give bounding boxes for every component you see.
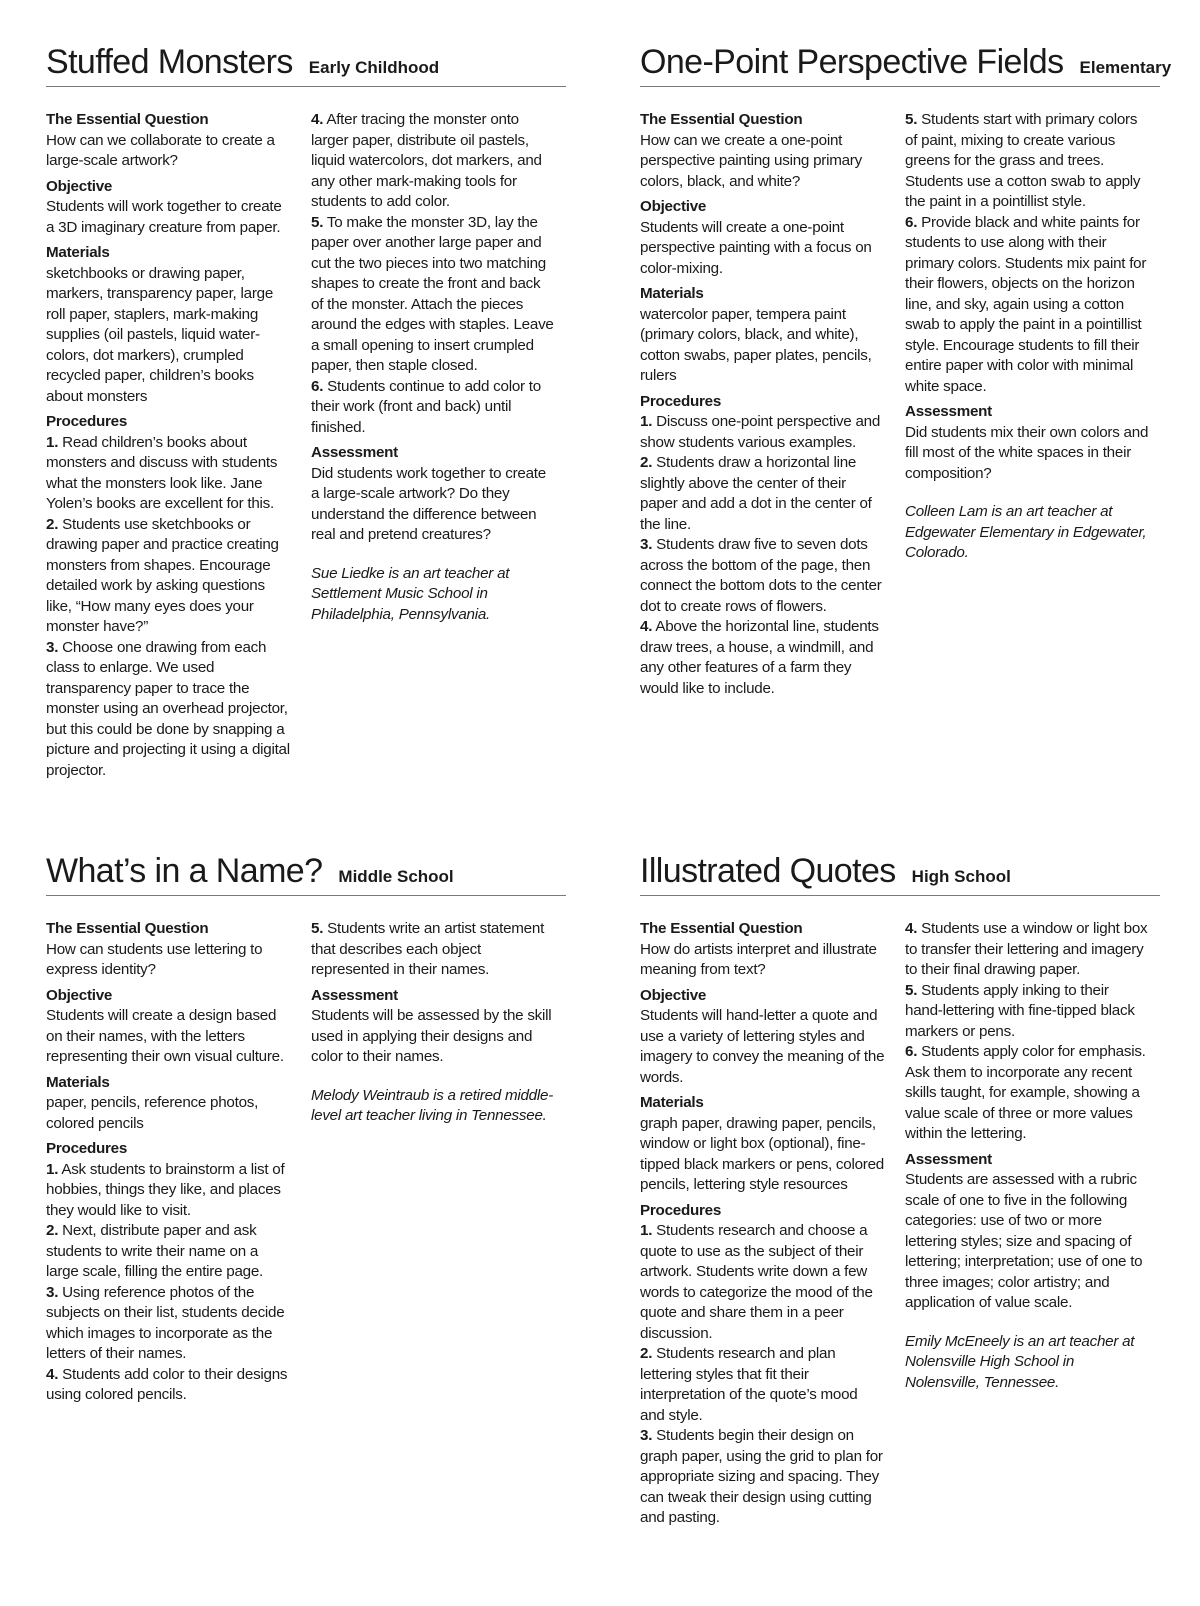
procedure-step: [640, 1221, 885, 1344]
step-number: 1.: [640, 1222, 653, 1239]
step-number: 6.: [311, 377, 324, 395]
step-text: After tracing the monster onto larger paper, distribute oil pastels, liquid watercolors, dot markers, and any other mark-making tools for students to add color.: [311, 111, 542, 210]
materials-heading: Materials: [46, 244, 110, 261]
step-text: Students use sketchbooks or drawing paper and practice creating monsters from shapes. Encourage detailed work by asking questions like, “How many eyes does your monster have?”: [46, 515, 279, 635]
assessment-heading: Assessment: [311, 444, 398, 461]
step-number: 2.: [640, 454, 653, 471]
step-text: Ask students to brainstorm a list of hobbies, things they like, and places they would like to visit.: [46, 1160, 285, 1219]
step-text: Students start with primary colors of paint, mixing to create various greens for the grass and trees. Students use a cotton swab to apply the paint in a pointillist style.: [905, 111, 1141, 210]
step-number: 4.: [905, 920, 918, 937]
step-number: 4.: [640, 618, 653, 635]
procedures-heading: Procedures: [640, 1201, 722, 1219]
step-text: Students apply inking to their hand-lettering with fine-tipped black markers or pens.: [905, 981, 1135, 1040]
step-text: Discuss one-point perspective and show students various examples.: [640, 413, 881, 451]
essential-question-heading: The Essential Question: [640, 920, 803, 937]
step-number: 5.: [905, 981, 918, 999]
step-number: 5.: [311, 920, 324, 937]
step-text: Students draw five to seven dots across the bottom of the page, then connect the bottom dots to the center dot to create rows of flowers.: [640, 536, 882, 615]
author-bio: Sue Liedke is an art teacher at Settlement Music School in Philadelphia, Pennsylvania.: [311, 564, 510, 623]
procedure-step: [46, 638, 291, 782]
materials: sketchbooks or drawing paper, markers, transparency paper, large roll paper, staplers, mark-making supplies (oil pastels, liquid water-colors, dot markers), crumpled recycled paper, children’s books about monsters: [46, 264, 274, 405]
column-right: [311, 919, 556, 1406]
step-number: 2.: [46, 1222, 59, 1239]
lesson-whats-in-a-name: [46, 854, 566, 1406]
procedure-step: [640, 412, 885, 453]
lesson-stuffed-monsters: [46, 45, 566, 781]
step-text: Students begin their design on graph paper, using the grid to plan for appropriate sizing and spacing. They can tweak their design using cutting and pasting.: [640, 1427, 883, 1526]
assessment: Students are assessed with a rubric scale of one to five in the following categories: use of two or more lettering styles; size and spacing of lettering; interpretation; use of one to three images; color artistry; and application of value scale.: [905, 1171, 1143, 1311]
column-left: [46, 110, 291, 781]
procedure-step: [46, 1160, 291, 1222]
assessment: Did students work together to create a large-scale artwork? Do they understand the difference between real and pretend creatures?: [311, 464, 546, 543]
essential-question-heading: The Essential Question: [46, 920, 209, 937]
lesson-title: What’s in a Name?: [46, 852, 323, 890]
step-text: Students research and choose a quote to use as the subject of their artwork. Students write down a few words to categorize the mood of the quote and share them in a peer discussion.: [640, 1222, 873, 1342]
procedure-step: [640, 617, 885, 699]
step-number: 1.: [46, 433, 59, 451]
step-text: Next, distribute paper and ask students to write their name on a large scale, filling the entire page.: [46, 1222, 264, 1280]
lesson-header: [640, 43, 1172, 87]
materials-heading: Materials: [640, 1094, 704, 1111]
essential-question: How can we create a one-point perspective painting using primary colors, black, and white?: [640, 131, 862, 190]
step-number: 4.: [311, 111, 324, 128]
grade-level: Middle School: [338, 867, 454, 886]
step-number: 6.: [905, 1043, 918, 1060]
lesson-one-point-perspective: [640, 43, 1172, 699]
assessment-heading: Assessment: [905, 1150, 992, 1168]
procedure-step: [640, 1344, 885, 1426]
procedures-heading: Procedures: [46, 413, 128, 430]
step-text: Students research and plan lettering styles that fit their interpretation of the quote’s mood and style.: [640, 1345, 858, 1424]
procedure-step: [905, 213, 1150, 398]
column-left: [46, 919, 291, 1406]
step-number: 4.: [46, 1365, 59, 1383]
procedure-step: [311, 377, 556, 439]
materials-heading: Materials: [46, 1073, 110, 1091]
step-text: Choose one drawing from each class to enlarge. We used transparency paper to trace the monster using an overhead projector, but this could be done by snapping a picture and projecting it using a digital projector.: [46, 638, 290, 779]
materials: paper, pencils, reference photos, colored pencils: [46, 1094, 259, 1132]
assessment-heading: Assessment: [311, 986, 398, 1004]
objective-heading: Objective: [46, 177, 113, 195]
grade-level: High School: [911, 867, 1011, 886]
step-number: 2.: [46, 515, 59, 533]
lesson-title: Illustrated Quotes: [640, 852, 896, 890]
procedure-step: [46, 1283, 291, 1365]
author-bio: Melody Weintraub is a retired middle-level art teacher living in Tennessee.: [311, 1086, 554, 1124]
procedure-step: [905, 919, 1150, 981]
procedure-step: [46, 515, 291, 638]
step-text: Students use a window or light box to transfer their lettering and imagery to their final drawing paper.: [905, 920, 1148, 978]
column-right: [311, 110, 556, 781]
procedures-heading: Procedures: [46, 1140, 128, 1157]
step-text: Using reference photos of the subjects on their list, students decide which images to incorporate as the letters of their names.: [46, 1283, 285, 1362]
materials-heading: Materials: [640, 285, 704, 302]
assessment-heading: Assessment: [905, 403, 992, 420]
procedure-step: [905, 1042, 1150, 1145]
assessment: Students will be assessed by the skill used in applying their designs and color to their names.: [311, 1007, 552, 1065]
procedure-step: [46, 433, 291, 515]
step-text: To make the monster 3D, lay the paper over another large paper and cut the two pieces into two matching shapes to create the front and back of the monster. Attach the pieces around the edges with staples. Leave a small opening to insert crumpled paper, then staple closed.: [311, 213, 554, 374]
step-number: 1.: [46, 1160, 59, 1178]
lesson-header: [46, 854, 566, 896]
author-bio: Colleen Lam is an art teacher at Edgewater Elementary in Edgewater, Colorado.: [905, 503, 1147, 561]
objective-heading: Objective: [640, 198, 707, 215]
procedure-step: [46, 1365, 291, 1406]
step-number: 3.: [46, 638, 59, 656]
step-number: 5.: [905, 111, 918, 128]
objective: Students will work together to create a 3D imaginary creature from paper.: [46, 198, 282, 236]
column-right: [905, 919, 1150, 1529]
essential-question-heading: The Essential Question: [46, 111, 209, 128]
lesson-header: [640, 854, 1160, 896]
essential-question-heading: The Essential Question: [640, 111, 803, 128]
step-text: Students continue to add color to their work (front and back) until finished.: [311, 377, 541, 436]
procedures-heading: Procedures: [640, 392, 722, 410]
grade-level: Elementary: [1079, 58, 1172, 77]
step-number: 3.: [46, 1283, 59, 1301]
column-left: [640, 110, 885, 699]
lesson-illustrated-quotes: [640, 854, 1160, 1529]
objective: Students will hand-letter a quote and use a variety of lettering styles and imagery to convey the meaning of the words.: [640, 1007, 885, 1086]
objective-heading: Objective: [46, 986, 113, 1004]
procedure-step: [311, 213, 556, 377]
step-text: Students draw a horizontal line slightly above the center of their paper and add a dot in the center of the line.: [640, 454, 872, 533]
lesson-title: Stuffed Monsters: [46, 43, 293, 81]
assessment: Did students mix their own colors and fill most of the white spaces in their composition?: [905, 423, 1149, 482]
essential-question: How can students use lettering to express identity?: [46, 940, 263, 978]
step-number: 6.: [905, 213, 918, 231]
procedure-step: [640, 453, 885, 535]
step-number: 3.: [640, 1427, 653, 1444]
step-text: Students write an artist statement that describes each object represented in their names.: [311, 920, 545, 978]
objective-heading: Objective: [640, 986, 707, 1004]
column-left: [640, 919, 885, 1529]
objective: Students will create a one-point perspective painting with a focus on color-mixing.: [640, 218, 872, 277]
step-text: Read children’s books about monsters and discuss with students what the monsters look like. Jane Yolen’s books are excellent for this.: [46, 433, 278, 512]
step-number: 1.: [640, 413, 653, 430]
step-text: Students add color to their designs using colored pencils.: [46, 1365, 288, 1403]
step-number: 2.: [640, 1345, 653, 1362]
procedure-step: [311, 919, 556, 981]
step-number: 5.: [311, 213, 324, 231]
author-bio: Emily McEneely is an art teacher at Nolensville High School in Nolensville, Tennessee.: [905, 1332, 1135, 1391]
lesson-title: One-Point Perspective Fields: [640, 43, 1064, 81]
procedure-step: [311, 110, 556, 213]
essential-question: How can we collaborate to create a large-scale artwork?: [46, 131, 275, 169]
procedure-step: [640, 1426, 885, 1529]
procedure-step: [46, 1221, 291, 1283]
procedure-step: [905, 981, 1150, 1043]
grade-level: Early Childhood: [308, 58, 440, 77]
materials: graph paper, drawing paper, pencils, window or light box (optional), fine-tipped black markers or pens, colored pencils, lettering style resources: [640, 1114, 884, 1193]
step-number: 3.: [640, 536, 653, 553]
objective: Students will create a design based on their names, with the letters representing their own visual culture.: [46, 1007, 284, 1065]
procedure-step: [905, 110, 1150, 213]
step-text: Above the horizontal line, students draw trees, a house, a windmill, and any other features of a farm they would like to include.: [640, 618, 879, 697]
step-text: Provide black and white paints for students to use along with their primary colors. Students mix paint for their flowers, objects on the horizon line, and sky, again using a cotton swab to apply the paint in a pointillist style. Encourage students to fill their entire paper with color with minimal white space.: [905, 213, 1147, 395]
materials: watercolor paper, tempera paint (primary colors, black, and white), cotton swabs, paper plates, pencils, rulers: [640, 305, 872, 384]
column-right: [905, 110, 1150, 699]
procedure-step: [640, 535, 885, 617]
essential-question: How do artists interpret and illustrate meaning from text?: [640, 940, 877, 978]
step-text: Students apply color for emphasis. Ask them to incorporate any recent skills taught, for example, showing a value scale of three or more values within the lettering.: [905, 1043, 1146, 1142]
lesson-header: [46, 45, 566, 87]
